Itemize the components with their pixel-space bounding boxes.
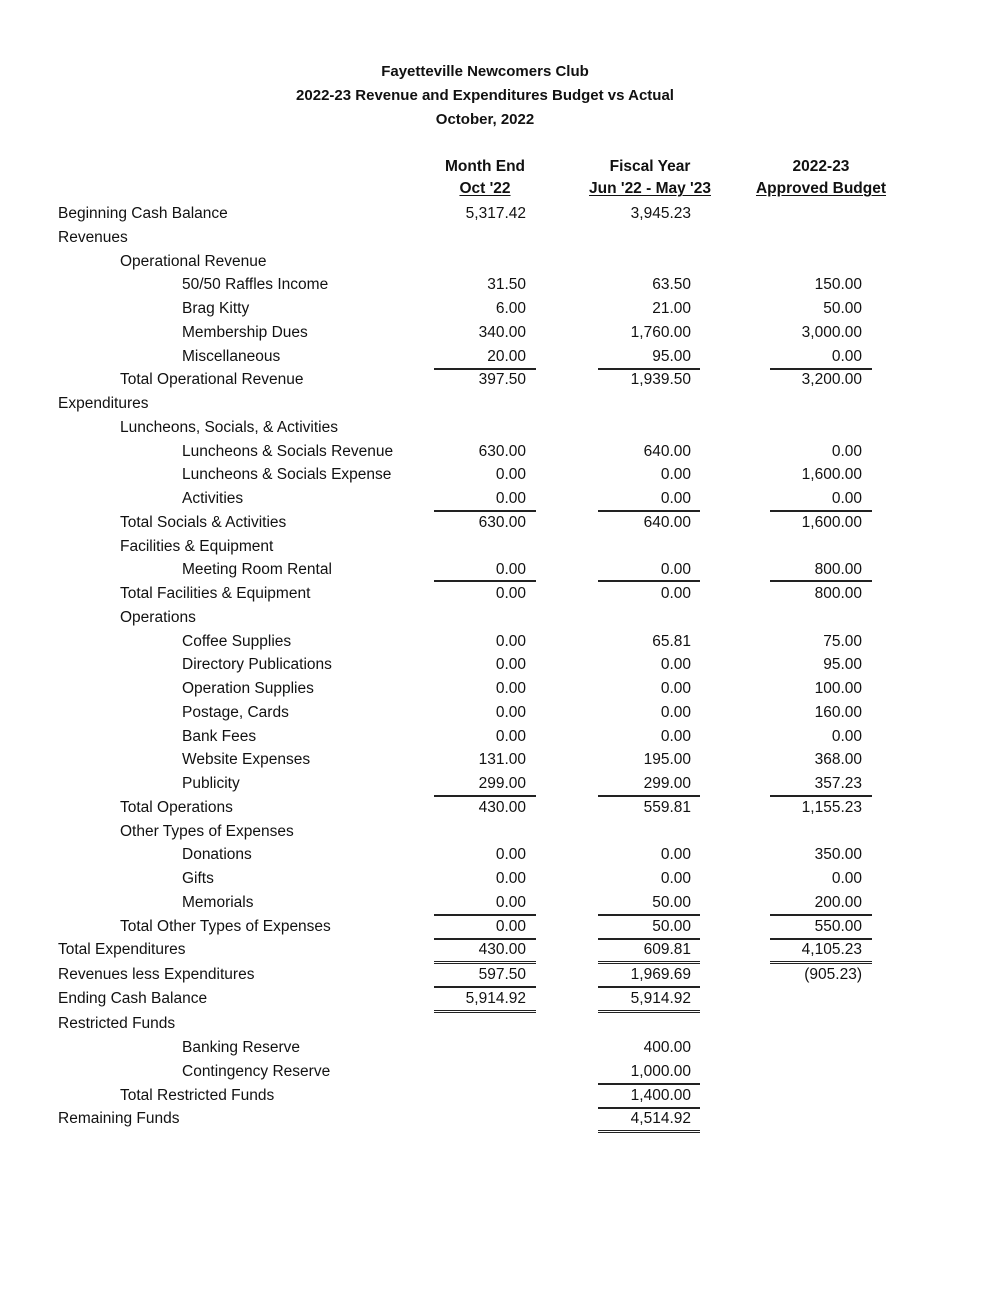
row-label: Banking Reserve bbox=[182, 1039, 301, 1056]
cell-value: 31.50 bbox=[487, 276, 526, 293]
column-header-line1: Fiscal Year bbox=[609, 158, 691, 175]
rule bbox=[434, 510, 536, 512]
cell-value: (905.23) bbox=[804, 966, 862, 983]
row-label: Brag Kitty bbox=[182, 300, 250, 317]
row-label: Luncheons & Socials Expense bbox=[182, 466, 392, 483]
column-header-line1: Month End bbox=[444, 158, 526, 175]
rule bbox=[770, 580, 872, 582]
double-rule bbox=[598, 1010, 700, 1016]
cell-value: 0.00 bbox=[831, 728, 862, 745]
cell-value: 1,600.00 bbox=[801, 514, 862, 531]
table-row bbox=[0, 514, 1000, 538]
cell-value: 0.00 bbox=[660, 561, 691, 578]
row-label: Revenues less Expenditures bbox=[58, 966, 255, 983]
cell-value: 4,105.23 bbox=[801, 941, 862, 958]
org-title: Fayetteville Newcomers Club bbox=[381, 63, 589, 80]
row-label: Total Expenditures bbox=[58, 941, 186, 958]
table-row bbox=[0, 1015, 1000, 1039]
rule bbox=[770, 938, 872, 940]
table-row bbox=[0, 585, 1000, 609]
cell-value: 65.81 bbox=[652, 633, 691, 650]
cell-value: 640.00 bbox=[643, 514, 691, 531]
table-row bbox=[0, 633, 1000, 657]
cell-value: 5,914.92 bbox=[630, 990, 691, 1007]
row-label: Operation Supplies bbox=[182, 680, 314, 697]
table-row bbox=[0, 609, 1000, 633]
cell-value: 0.00 bbox=[495, 918, 526, 935]
row-label: Miscellaneous bbox=[182, 348, 281, 365]
row-label: Directory Publications bbox=[182, 656, 332, 673]
rule bbox=[598, 795, 700, 797]
cell-value: 5,317.42 bbox=[465, 205, 526, 222]
table-row bbox=[0, 751, 1000, 775]
cell-value: 630.00 bbox=[478, 443, 526, 460]
table-row bbox=[0, 823, 1000, 847]
row-label: Total Restricted Funds bbox=[120, 1087, 275, 1104]
column-header-line2: Oct '22 bbox=[459, 180, 511, 197]
double-rule bbox=[598, 961, 700, 967]
row-label: Contingency Reserve bbox=[182, 1063, 331, 1080]
row-label: Donations bbox=[182, 846, 252, 863]
cell-value: 0.00 bbox=[660, 656, 691, 673]
cell-value: 200.00 bbox=[814, 894, 862, 911]
cell-value: 1,600.00 bbox=[801, 466, 862, 483]
row-label: Operational Revenue bbox=[120, 253, 267, 270]
cell-value: 50.00 bbox=[823, 300, 862, 317]
cell-value: 50.00 bbox=[652, 918, 691, 935]
cell-value: 20.00 bbox=[487, 348, 526, 365]
table-row bbox=[0, 1110, 1000, 1134]
table-row bbox=[0, 371, 1000, 395]
cell-value: 0.00 bbox=[495, 894, 526, 911]
table-row bbox=[0, 300, 1000, 324]
rule bbox=[598, 986, 700, 988]
column-header-line1: 2022-23 bbox=[792, 158, 850, 175]
cell-value: 1,155.23 bbox=[801, 799, 862, 816]
row-label: Coffee Supplies bbox=[182, 633, 292, 650]
table-row bbox=[0, 799, 1000, 823]
cell-value: 50.00 bbox=[652, 894, 691, 911]
cell-value: 3,945.23 bbox=[630, 205, 691, 222]
report-title: 2022-23 Revenue and Expenditures Budget vs Actual bbox=[296, 87, 674, 104]
cell-value: 0.00 bbox=[495, 585, 526, 602]
cell-value: 0.00 bbox=[831, 443, 862, 460]
cell-value: 0.00 bbox=[660, 728, 691, 745]
cell-value: 0.00 bbox=[495, 633, 526, 650]
cell-value: 0.00 bbox=[495, 490, 526, 507]
cell-value: 0.00 bbox=[495, 704, 526, 721]
cell-value: 131.00 bbox=[478, 751, 526, 768]
cell-value: 0.00 bbox=[831, 348, 862, 365]
cell-value: 350.00 bbox=[814, 846, 862, 863]
cell-value: 397.50 bbox=[478, 371, 526, 388]
cell-value: 0.00 bbox=[495, 561, 526, 578]
cell-value: 0.00 bbox=[495, 466, 526, 483]
table-row bbox=[0, 728, 1000, 752]
rule bbox=[598, 1083, 700, 1085]
column-header-approved-budget bbox=[741, 158, 901, 198]
cell-value: 75.00 bbox=[823, 633, 862, 650]
cell-value: 400.00 bbox=[643, 1039, 691, 1056]
rule bbox=[598, 368, 700, 370]
row-label: Meeting Room Rental bbox=[182, 561, 332, 578]
table-row bbox=[0, 538, 1000, 562]
row-label: Revenues bbox=[58, 229, 128, 246]
cell-value: 299.00 bbox=[643, 775, 691, 792]
table-row bbox=[0, 466, 1000, 490]
table-row bbox=[0, 656, 1000, 680]
row-label: Website Expenses bbox=[182, 751, 311, 768]
cell-value: 95.00 bbox=[652, 348, 691, 365]
cell-value: 1,969.69 bbox=[630, 966, 691, 983]
cell-value: 0.00 bbox=[660, 870, 691, 887]
rule bbox=[598, 914, 700, 916]
rule bbox=[434, 938, 536, 940]
row-label: 50/50 Raffles Income bbox=[182, 276, 329, 293]
cell-value: 597.50 bbox=[478, 966, 526, 983]
cell-value: 0.00 bbox=[660, 704, 691, 721]
row-label: Operations bbox=[120, 609, 196, 626]
double-rule bbox=[770, 961, 872, 967]
cell-value: 95.00 bbox=[823, 656, 862, 673]
cell-value: 1,939.50 bbox=[630, 371, 691, 388]
cell-value: 5,914.92 bbox=[465, 990, 526, 1007]
row-label: Memorials bbox=[182, 894, 254, 911]
rule bbox=[598, 580, 700, 582]
rule bbox=[770, 510, 872, 512]
row-label: Total Other Types of Expenses bbox=[120, 918, 331, 935]
row-label: Total Facilities & Equipment bbox=[120, 585, 311, 602]
table-row bbox=[0, 276, 1000, 300]
rule bbox=[434, 986, 536, 988]
row-label: Ending Cash Balance bbox=[58, 990, 208, 1007]
row-label: Gifts bbox=[182, 870, 214, 887]
cell-value: 4,514.92 bbox=[630, 1110, 691, 1127]
cell-value: 0.00 bbox=[831, 870, 862, 887]
cell-value: 1,760.00 bbox=[630, 324, 691, 341]
table-row bbox=[0, 1087, 1000, 1111]
cell-value: 550.00 bbox=[814, 918, 862, 935]
cell-value: 100.00 bbox=[814, 680, 862, 697]
row-label: Facilities & Equipment bbox=[120, 538, 274, 555]
cell-value: 299.00 bbox=[478, 775, 526, 792]
cell-value: 3,000.00 bbox=[801, 324, 862, 341]
cell-value: 609.81 bbox=[643, 941, 691, 958]
cell-value: 0.00 bbox=[660, 585, 691, 602]
table-row bbox=[0, 395, 1000, 419]
row-label: Restricted Funds bbox=[58, 1015, 176, 1032]
column-header-month-end bbox=[405, 158, 565, 198]
double-rule bbox=[434, 961, 536, 967]
cell-value: 357.23 bbox=[814, 775, 862, 792]
cell-value: 340.00 bbox=[478, 324, 526, 341]
cell-value: 0.00 bbox=[495, 846, 526, 863]
rule bbox=[598, 938, 700, 940]
rule bbox=[770, 914, 872, 916]
row-label: Total Socials & Activities bbox=[120, 514, 287, 531]
table-row bbox=[0, 846, 1000, 870]
cell-value: 3,200.00 bbox=[801, 371, 862, 388]
rule bbox=[434, 580, 536, 582]
row-label: Beginning Cash Balance bbox=[58, 205, 228, 222]
rule bbox=[434, 795, 536, 797]
cell-value: 0.00 bbox=[831, 490, 862, 507]
row-label: Luncheons, Socials, & Activities bbox=[120, 419, 338, 436]
rule bbox=[434, 914, 536, 916]
column-header-line2: Jun '22 - May '23 bbox=[589, 180, 711, 197]
rule bbox=[770, 795, 872, 797]
row-label: Bank Fees bbox=[182, 728, 257, 745]
table-row bbox=[0, 229, 1000, 253]
row-label: Membership Dues bbox=[182, 324, 308, 341]
table-row bbox=[0, 324, 1000, 348]
cell-value: 195.00 bbox=[643, 751, 691, 768]
cell-value: 800.00 bbox=[814, 585, 862, 602]
cell-value: 640.00 bbox=[643, 443, 691, 460]
rule bbox=[598, 1107, 700, 1109]
table-row bbox=[0, 704, 1000, 728]
cell-value: 0.00 bbox=[495, 728, 526, 745]
table-row bbox=[0, 1063, 1000, 1087]
column-header-fiscal-year bbox=[570, 158, 730, 198]
row-label: Luncheons & Socials Revenue bbox=[182, 443, 394, 460]
table-row bbox=[0, 205, 1000, 229]
table-row bbox=[0, 419, 1000, 443]
cell-value: 0.00 bbox=[495, 656, 526, 673]
cell-value: 1,000.00 bbox=[630, 1063, 691, 1080]
cell-value: 0.00 bbox=[660, 680, 691, 697]
table-row bbox=[0, 443, 1000, 467]
row-label: Postage, Cards bbox=[182, 704, 289, 721]
table-row bbox=[0, 1039, 1000, 1063]
row-label: Total Operations bbox=[120, 799, 233, 816]
report-period: October, 2022 bbox=[435, 111, 535, 128]
cell-value: 6.00 bbox=[495, 300, 526, 317]
rule bbox=[598, 510, 700, 512]
cell-value: 1,400.00 bbox=[630, 1087, 691, 1104]
row-label: Publicity bbox=[182, 775, 240, 792]
row-label: Activities bbox=[182, 490, 244, 507]
cell-value: 430.00 bbox=[478, 799, 526, 816]
cell-value: 0.00 bbox=[495, 870, 526, 887]
table-row bbox=[0, 870, 1000, 894]
cell-value: 368.00 bbox=[814, 751, 862, 768]
row-label: Expenditures bbox=[58, 395, 149, 412]
row-label: Other Types of Expenses bbox=[120, 823, 294, 840]
cell-value: 63.50 bbox=[652, 276, 691, 293]
cell-value: 800.00 bbox=[814, 561, 862, 578]
cell-value: 559.81 bbox=[643, 799, 691, 816]
cell-value: 150.00 bbox=[814, 276, 862, 293]
row-label: Remaining Funds bbox=[58, 1110, 180, 1127]
cell-value: 21.00 bbox=[652, 300, 691, 317]
cell-value: 430.00 bbox=[478, 941, 526, 958]
table-row bbox=[0, 680, 1000, 704]
table-row bbox=[0, 253, 1000, 277]
cell-value: 160.00 bbox=[814, 704, 862, 721]
rule bbox=[434, 368, 536, 370]
double-rule bbox=[598, 1130, 700, 1136]
cell-value: 0.00 bbox=[660, 490, 691, 507]
column-header-line2: Approved Budget bbox=[755, 180, 887, 197]
row-label: Total Operational Revenue bbox=[120, 371, 304, 388]
double-rule bbox=[434, 1010, 536, 1016]
cell-value: 0.00 bbox=[660, 846, 691, 863]
cell-value: 0.00 bbox=[660, 466, 691, 483]
rule bbox=[770, 368, 872, 370]
cell-value: 0.00 bbox=[495, 680, 526, 697]
cell-value: 630.00 bbox=[478, 514, 526, 531]
